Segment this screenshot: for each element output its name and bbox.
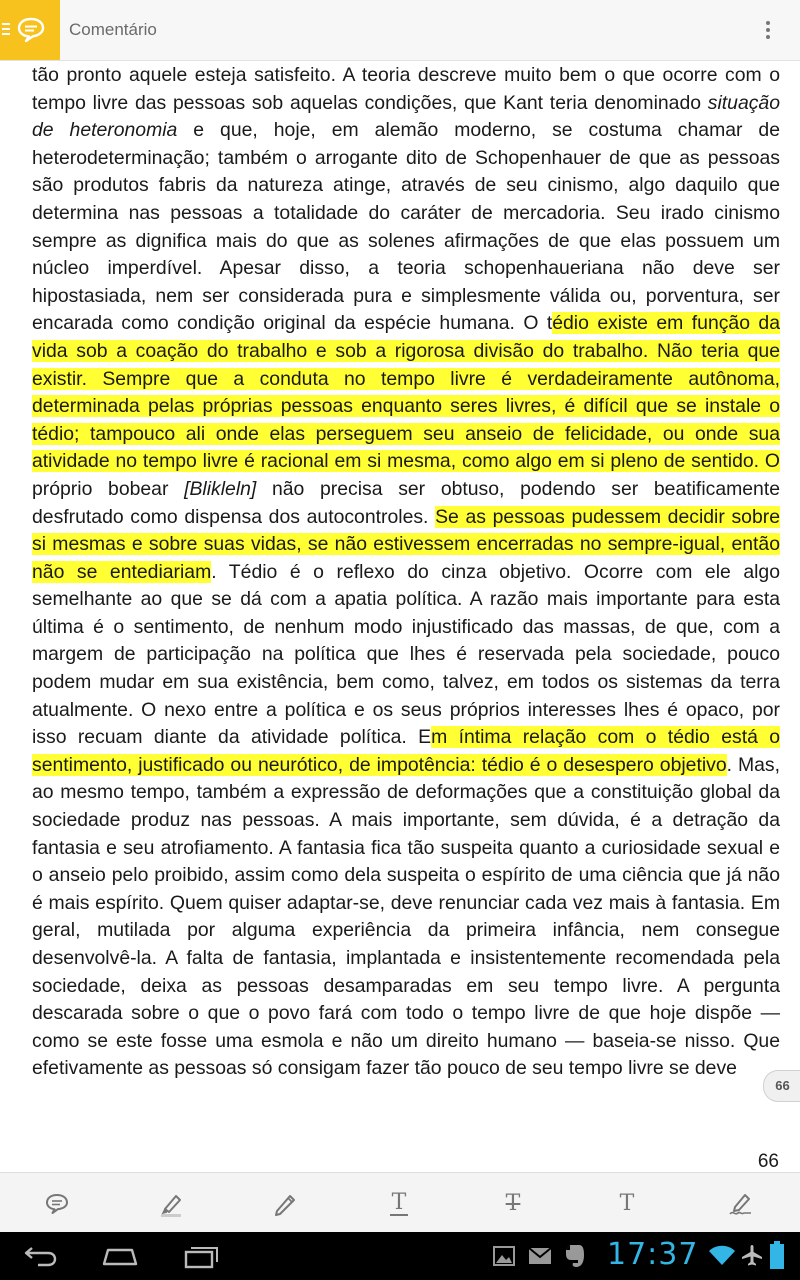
text-tool-button[interactable] bbox=[612, 1189, 642, 1219]
page-indicator-tab[interactable]: 66 bbox=[763, 1070, 800, 1102]
pencil-tool-button[interactable] bbox=[270, 1189, 300, 1219]
signature-tool-button[interactable] bbox=[726, 1189, 756, 1219]
highlight-annotation[interactable]: m íntima relação com o tédio está o sentimento, justificado ou neurótico, de impotência: tédio é o desespero objetivo bbox=[32, 726, 780, 776]
action-bar bbox=[0, 0, 800, 61]
page-title: Comentário bbox=[69, 20, 157, 39]
document-text bbox=[32, 62, 780, 1083]
page-number: 66 bbox=[757, 1151, 779, 1172]
italic-term: situação de heteronomia bbox=[32, 91, 780, 142]
text-run: . Mas, ao mesmo tempo, também a expressão de deformações que a constituição global da sociedade produz nas pessoas. A mais importante, sem dúvida, é a detração da fantasia e seu atrofiamento. A fantasia fica tão suspeita quanto a curiosidade sexual e o anseio pelo proibido, assim como dela suspeita o espírito de uma ciência que já não é mais espírito. Quem quiser adaptar-se, deve renunciar cada vez mais à fantasia. Em geral, mutilada por alguma experiência da primeira infância, nem consegue desenvolvê-la. A falta de fantasia, implantada e insistentemente recomendada pela sociedade, deixa as pessoas desamparadas em seu tempo livre. A pergunta descarada sobre o que o povo fará com todo o tempo livre de que hoje dispõe — como se este fosse uma esmola e não um direito humano — baseia-se nisso. Que efetivamente as pessoas só consigam fazer tão pouco de seu tempo livre se deve bbox=[32, 753, 781, 1080]
evernote-notification-icon bbox=[563, 1243, 587, 1269]
text-run: e que, hoje, em alemão moderno, se costuma chamar de heterodeterminação; também o arrogante dito de Schopenhauer de que as pessoas são produtos fabris da natureza atinge, através de seu cinismo, algo daquilo que determina nas pessoas a totalidade do caráter de mercadoria. Seu irado cinismo sempre as dignifica mais do que as solenes afirmações de que elas possuem um núcleo imperdível. Apesar disso, a teoria schopenhaueriana não deve ser hipostasiada, nem ser considerada pura e simplesmente válida ou, porventura, ser encarada como condição original da espécie humana. O t bbox=[32, 119, 780, 335]
gallery-notification-icon bbox=[493, 1246, 515, 1266]
underline-tool-button[interactable] bbox=[384, 1189, 414, 1219]
highlight-annotation[interactable]: Se as pessoas pudessem decidir sobre si mesmas e sobre suas vidas, se não estivessem encerradas no sempre-igual, então não se entediariam bbox=[32, 505, 780, 583]
app-home-button[interactable] bbox=[0, 0, 60, 60]
paragraph bbox=[32, 62, 780, 1083]
strikethrough-text-icon: T bbox=[505, 1191, 521, 1216]
mail-notification-icon bbox=[528, 1247, 552, 1265]
back-icon[interactable] bbox=[22, 1244, 58, 1268]
comment-tool-button[interactable] bbox=[42, 1189, 72, 1219]
text-run: . Tédio é o reflexo do cinza objetivo. Ocorre com ele algo semelhante ao que se dá com a apatia política. A razão mais importante para esta última é o sentimento, de nenhum modo injustificado das massas, de que, com a margem de participação na política que lhes é reservada pela sociedade, pouco podem mudar em sua existência, bem como, talvez, em todos os sistemas da terra atualmente. O nexo entre a política e os seus próprios interesses lhes é opaco, por isso recuam diante da atividade política. E bbox=[32, 560, 780, 749]
airplane-mode-icon bbox=[740, 1243, 764, 1267]
underline-text-icon: T bbox=[391, 1190, 407, 1215]
pencil-icon bbox=[271, 1190, 299, 1218]
system-navigation-bar bbox=[0, 1232, 800, 1280]
text-icon: T bbox=[619, 1191, 635, 1216]
annotation-toolbar bbox=[0, 1172, 800, 1233]
home-icon[interactable] bbox=[100, 1244, 140, 1268]
comment-bubble-icon bbox=[16, 16, 46, 44]
highlight-annotation[interactable]: édio existe em função da vida sob a coação do trabalho e sob a rigorosa divisão do trabalho. Não teria que existir. Sempre que a conduta no tempo livre é verdadeiramente autônoma, determinada pelas próprias pessoas enquanto seres livres, é difícil que se instale o tédio; tampouco ali onde elas perseguem seu anseio de felicidade, ou onde sua atividade no tempo livre é racional em si mesma, como algo em si pleno de sentido. O bbox=[32, 312, 780, 473]
comment-icon bbox=[44, 1192, 70, 1216]
text-run: tão pronto aquele esteja satisfeito. A teoria descreve muito bem o que ocorre com o tempo livre das pessoas sob aquelas condições, que Kant teria denominado bbox=[32, 64, 780, 114]
signature-icon bbox=[727, 1190, 755, 1218]
overflow-menu-icon[interactable] bbox=[756, 18, 780, 42]
system-clock: 17:37 bbox=[607, 1237, 699, 1272]
italic-term: [Blikleln] bbox=[184, 477, 257, 500]
text-run: próprio bobear bbox=[32, 477, 185, 500]
strikethrough-tool-button[interactable] bbox=[498, 1189, 528, 1219]
highlighter-icon bbox=[157, 1190, 185, 1218]
highlighter-tool-button[interactable] bbox=[156, 1189, 186, 1219]
battery-icon bbox=[770, 1241, 784, 1269]
recent-apps-icon[interactable] bbox=[182, 1242, 222, 1270]
text-run: não precisa ser obtuso, podendo ser beatificamente desfrutado como dispensa dos autocontroles. bbox=[32, 477, 780, 528]
wifi-icon bbox=[708, 1244, 736, 1266]
drawer-indicator-icon bbox=[2, 23, 10, 38]
